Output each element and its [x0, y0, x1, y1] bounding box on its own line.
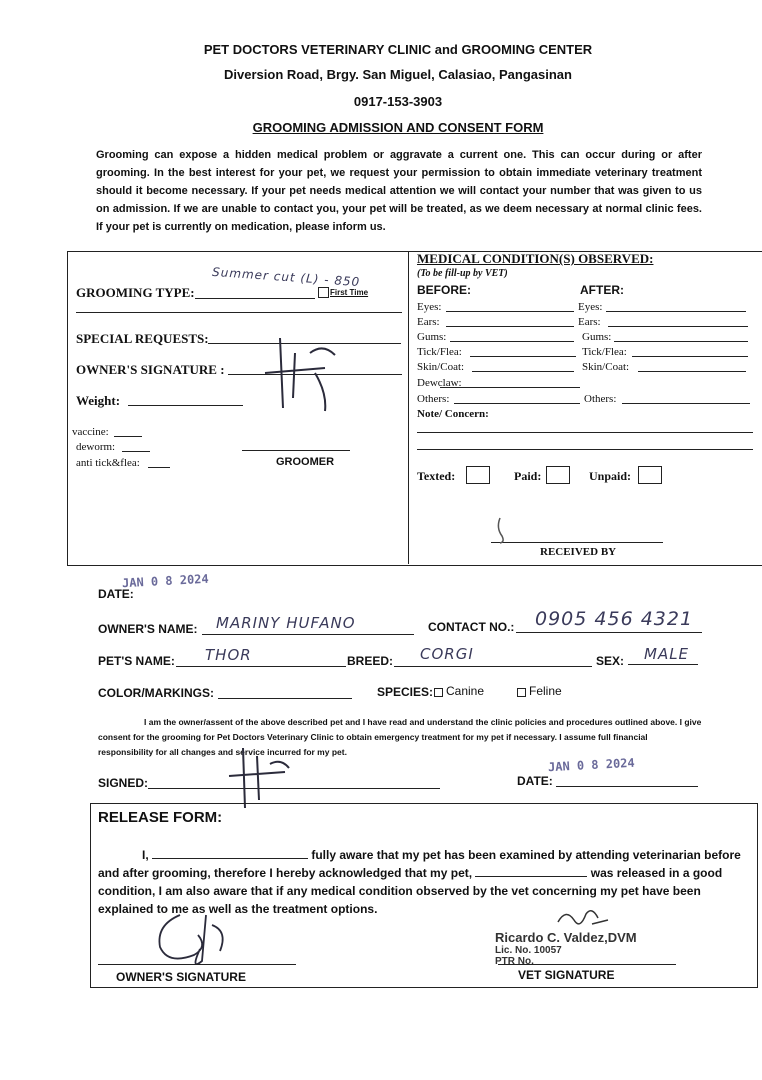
before-label: BEFORE: [417, 283, 471, 297]
before-gums-field[interactable] [450, 341, 574, 342]
signed-label: SIGNED: [98, 776, 149, 790]
first-time-label: First Time [330, 288, 369, 297]
contact-label: CONTACT NO.: [428, 620, 515, 634]
after-eyes: Eyes: [578, 301, 603, 313]
after-gums-field[interactable] [614, 341, 748, 342]
owner-name-value: MARINY HUFANO [216, 614, 356, 632]
after-skin-field[interactable] [638, 371, 746, 372]
before-skin: Skin/Coat: [417, 361, 465, 373]
deworm-label: deworm: [76, 441, 116, 453]
feline-checkbox[interactable] [517, 688, 526, 697]
consent-date-field[interactable] [556, 786, 698, 787]
canine-checkbox[interactable] [434, 688, 443, 697]
pet-name-field[interactable] [176, 666, 346, 667]
note-line-2[interactable] [417, 449, 753, 450]
box-divider [408, 251, 409, 564]
vet-signature-line[interactable] [498, 964, 676, 965]
weight-field[interactable] [128, 405, 243, 406]
signed-scribble [225, 742, 305, 810]
vet-signature-scribble [552, 904, 612, 934]
breed-field[interactable] [394, 666, 592, 667]
before-eyes-field[interactable] [446, 311, 574, 312]
unpaid-checkbox[interactable] [638, 466, 662, 484]
sex-field[interactable] [628, 664, 698, 665]
release-text-a: I, [142, 848, 149, 862]
received-by-field[interactable] [491, 542, 663, 543]
date-label: DATE: [98, 587, 134, 601]
release-title: RELEASE FORM: [98, 809, 223, 826]
release-text-c: was released in a good condition, I am also aware that if any medical condition observed by the vet concerning my pet have been explained to me as well as the treatment options. [98, 866, 723, 916]
owner-signature-caption: OWNER'S SIGNATURE [116, 970, 246, 984]
deworm-field[interactable] [122, 451, 150, 452]
before-tick: Tick/Flea: [417, 346, 462, 358]
owner-release-signature [150, 905, 240, 971]
feline-label: Feline [529, 684, 562, 698]
before-gums: Gums: [417, 331, 447, 343]
species-label: SPECIES: [377, 685, 434, 699]
color-markings-field[interactable] [218, 698, 352, 699]
note-label: Note/ Concern: [417, 408, 489, 420]
before-dewclaw: Dewclaw: [417, 377, 462, 389]
vaccine-field[interactable] [114, 436, 142, 437]
owner-signature-line[interactable] [98, 964, 296, 965]
consent-text: I am the owner/assent of the above described pet and I have read and understand the clinic policies and procedures outlined above. I give consent for the grooming for Pet Doctors Veterinary Clinic to obtain emergency treatment for my pet if necessary. I assume full financial responsibility for all changes and service incurred for my pet. [98, 717, 702, 757]
contact-field[interactable] [516, 632, 702, 633]
after-ears-field[interactable] [608, 326, 748, 327]
breed-label: BREED: [347, 654, 394, 668]
vet-license: Lic. No. 10057 [495, 945, 562, 956]
first-time-checkbox[interactable] [318, 287, 329, 298]
texted-checkbox[interactable] [466, 466, 490, 484]
release-pet-name-field[interactable] [475, 876, 587, 877]
clinic-phone: 0917-153-3903 [353, 94, 443, 109]
clinic-name: PET DOCTORS VETERINARY CLINIC and GROOMING CENTER [203, 42, 593, 57]
form-title: GROOMING ADMISSION AND CONSENT FORM [252, 120, 544, 135]
pet-name-label: PET'S NAME: [98, 654, 175, 668]
clinic-address: Diversion Road, Brgy. San Miguel, Calasiao, Pangasinan [224, 67, 572, 82]
owner-name-label: OWNER'S NAME: [98, 622, 198, 636]
after-label: AFTER: [580, 283, 624, 297]
texted-label: Texted: [417, 469, 456, 483]
note-line-1[interactable] [417, 432, 753, 433]
release-text-b: fully aware that my pet has been examined by attending veterinarian before and after grooming, therefore I hereby acknowledged that my pet, [98, 848, 741, 880]
intro-paragraph: Grooming can expose a hidden medical problem or aggravate a current one. This can occur during or after grooming. In the best interest for your pet, we request your permission to obtain immediate veterinary treatment should it become necessary. If your pet needs medical attention we will contact your number that was given to us on admission. If we are unable to contact you, your pet will be treated, as we deem necessary at normal clinic fees. If your pet is currently on medication, please inform us. [96, 149, 702, 233]
unpaid-label: Unpaid: [589, 469, 632, 483]
owner-signature-label: OWNER'S SIGNATURE : [76, 362, 225, 377]
grooming-type-line2 [76, 312, 402, 313]
grooming-type-value: Summer cut (L) - 850 [211, 264, 361, 290]
received-by-label: RECEIVED BY [540, 546, 617, 558]
before-tick-field[interactable] [470, 356, 576, 357]
paid-checkbox[interactable] [546, 466, 570, 484]
owner-name-field[interactable] [202, 634, 414, 635]
weight-label: Weight: [76, 393, 121, 408]
consent-date-label: DATE: [517, 774, 553, 788]
anti-tick-field[interactable] [148, 467, 170, 468]
sex-label: SEX: [596, 654, 625, 668]
consent-date-stamp: JAN 0 8 2024 [547, 755, 636, 775]
after-tick-field[interactable] [632, 356, 748, 357]
before-others-field[interactable] [454, 403, 580, 404]
vet-ptr: PTR No. [495, 956, 534, 967]
before-ears-field[interactable] [446, 326, 574, 327]
after-gums: Gums: [582, 331, 612, 343]
after-eyes-field[interactable] [606, 311, 746, 312]
groomer-label: GROOMER [276, 456, 335, 468]
breed-value: CORGI [420, 645, 474, 663]
grooming-type-label: GROOMING TYPE: [76, 285, 195, 300]
before-others: Others: [417, 393, 450, 405]
after-skin: Skin/Coat: [582, 361, 630, 373]
before-dewclaw-field[interactable] [440, 387, 580, 388]
before-eyes: Eyes: [417, 301, 442, 313]
color-markings-label: COLOR/MARKINGS: [98, 686, 214, 700]
after-others-field[interactable] [622, 403, 750, 404]
release-owner-name-field[interactable] [152, 858, 308, 859]
before-skin-field[interactable] [472, 371, 574, 372]
date-stamp: JAN 0 8 2024 [121, 571, 210, 591]
canine-label: Canine [446, 684, 485, 698]
after-others: Others: [584, 393, 617, 405]
after-tick: Tick/Flea: [582, 346, 627, 358]
vet-name: Ricardo C. Valdez,DVM [495, 930, 637, 945]
special-requests-label: SPECIAL REQUESTS: [76, 331, 209, 346]
vaccine-label: vaccine: [72, 426, 109, 438]
sex-value: MALE [644, 645, 690, 663]
owner-signature-scribble [255, 333, 345, 413]
groomer-field[interactable] [242, 450, 350, 451]
received-by-mark [492, 516, 512, 544]
grooming-type-field[interactable] [195, 298, 315, 299]
before-ears: Ears: [417, 316, 440, 328]
after-ears: Ears: [578, 316, 601, 328]
vet-signature-caption: VET SIGNATURE [518, 968, 615, 982]
pet-name-value: THOR [205, 646, 252, 664]
medical-subtitle: (To be fill-up by VET) [417, 268, 508, 279]
anti-tick-label: anti tick&flea: [76, 457, 140, 469]
paid-label: Paid: [514, 469, 542, 483]
medical-title: MEDICAL CONDITION(S) OBSERVED: [417, 251, 654, 266]
contact-value: 0905 456 4321 [535, 608, 694, 630]
